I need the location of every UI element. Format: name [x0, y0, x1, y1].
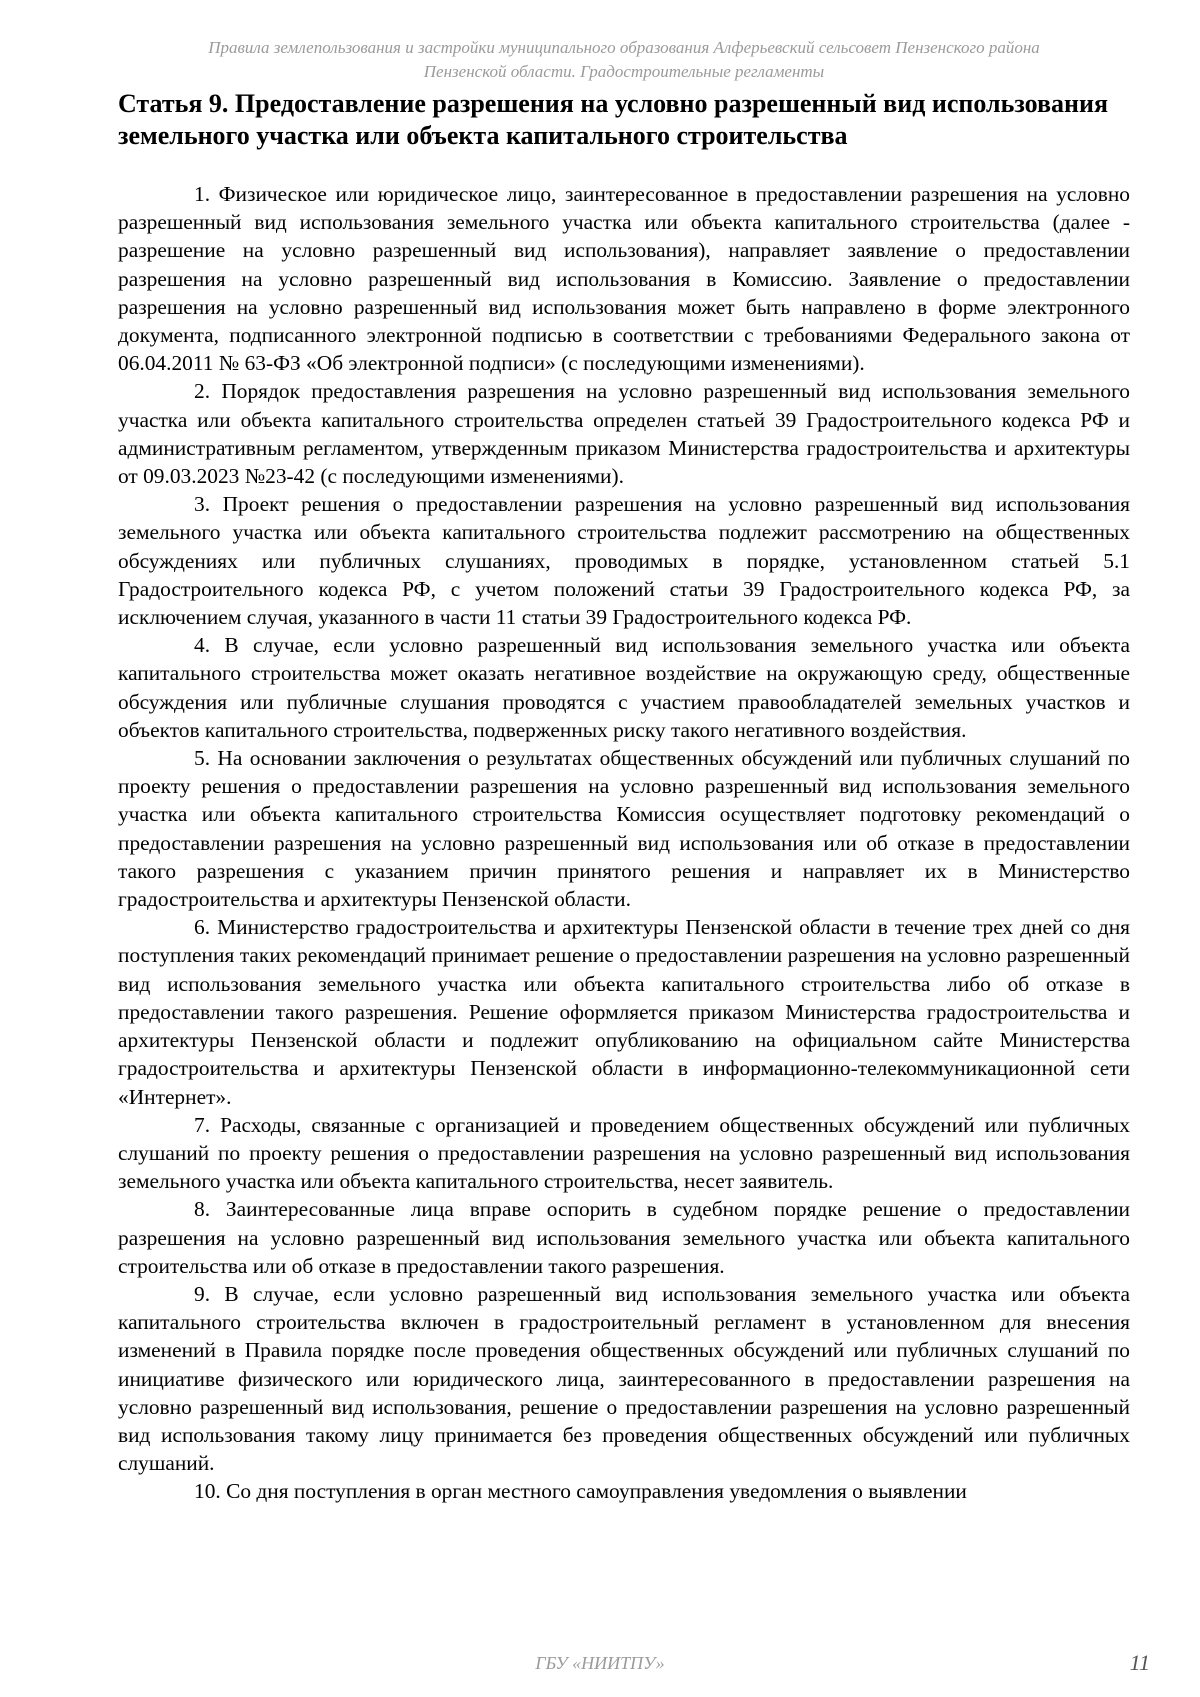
- article-body: [118, 180, 1130, 1506]
- paragraph-8: 8. Заинтересованные лица вправе оспорить в судебном порядке решение о предоставлении разрешения на условно разрешенный вид использования земельного участка или объекта капитального строительства или об отказе в предоставлении такого разрешения.: [118, 1197, 1130, 1278]
- page-number: 11: [1129, 1650, 1150, 1675]
- paragraph-10: 10. Со дня поступления в орган местного самоуправления уведомления о выявлении: [194, 1479, 967, 1504]
- paragraph-3: 3. Проект решения о предоставлении разрешения на условно разрешенный вид использования земельного участка или объекта капитального строительства подлежит рассмотрению на общественных обсуждениях или публичных слушаниях, проводимых в порядке, установленном статьей 5.1 Градостроительного кодекса РФ, с учетом положений статьи 39 Градостроительного кодекса РФ, за исключением случая, указанного в части 11 статьи 39 Градостроительного кодекса РФ.: [118, 492, 1130, 630]
- paragraph-1: 1. Физическое или юридическое лицо, заинтересованное в предоставлении разрешения на условно разрешенный вид использования земельного участка или объекта капитального строительства (далее - разрешение на условно разрешенный вид использования), направляет заявление о предоставлении разрешения на условно разрешенный вид использования в Комиссию. Заявление о предоставлении разрешения на условно разрешенный вид использования может быть направлено в форме электронного документа, подписанного электронной подписью в соответствии с требованиями Федерального закона от 06.04.2011 № 63-ФЗ «Об электронной подписи» (с последующими изменениями).: [118, 182, 1130, 376]
- running-header-line-2: Пензенской области. Градостроительные регламенты: [423, 62, 825, 81]
- running-header: [118, 36, 1130, 84]
- paragraph-6: 6. Министерство градостроительства и архитектуры Пензенской области в течение трех дней со дня поступления таких рекомендаций принимает решение о предоставлении разрешения на условно разрешенный вид использования земельного участка или объекта капитального строительства либо об отказе в предоставлении такого разрешения. Решение оформляется приказом Министерства градостроительства и архитектуры Пензенской области и подлежит опубликованию на официальном сайте Министерства градостроительства и архитектуры Пензенской области в информационно-телекоммуникационной сети «Интернет».: [118, 915, 1130, 1109]
- running-header-line-1: Правила землепользования и застройки муниципального образования Алферьевский сельсовет Пензенского района: [208, 38, 1040, 57]
- article-title: Статья 9. Предоставление разрешения на условно разрешенный вид использования земельного участка или объекта капитального строительства: [118, 89, 1109, 150]
- footer-organization: ГБУ «НИИТПУ»: [535, 1653, 665, 1673]
- paragraph-2: 2. Порядок предоставления разрешения на условно разрешенный вид использования земельного участка или объекта капитального строительства определен статьей 39 Градостроительного кодекса РФ и административным регламентом, утвержденным приказом Министерства градостроительства и архитектуры от 09.03.2023 №23-42 (с последующими изменениями).: [118, 379, 1130, 489]
- paragraph-4: 4. В случае, если условно разрешенный вид использования земельного участка или объекта капитального строительства может оказать негативное воздействие на окружающую среду, общественные обсуждения или публичные слушания проводятся с участием правообладателей земельных участков и объектов капитального строительства, подверженных риску такого негативного воздействия.: [118, 633, 1130, 742]
- paragraph-9: 9. В случае, если условно разрешенный вид использования земельного участка или объекта капитального строительства включен в градостроительный регламент в установленном для внесения изменений в Правила порядке после проведения общественных обсуждений или публичных слушаний по инициативе физического или юридического лица, заинтересованного в предоставлении разрешения на условно разрешенный вид использования, решение о предоставлении разрешения на условно разрешенный вид использования такому лицу принимается без проведения общественных обсуждений или публичных слушаний.: [118, 1281, 1130, 1476]
- paragraph-5: 5. На основании заключения о результатах общественных обсуждений или публичных слушаний по проекту решения о предоставлении разрешения на условно разрешенный вид использования земельного участка или объекта капитального строительства Комиссия осуществляет подготовку рекомендаций о предоставлении разрешения на условно разрешенный вид использования или об отказе в предоставлении такого разрешения с указанием причин принятого решения и направляет их в Министерство градостроительства и архитектуры Пензенской области.: [118, 746, 1130, 912]
- paragraph-7: 7. Расходы, связанные с организацией и проведением общественных обсуждений или публичных слушаний по проекту решения о предоставлении разрешения на условно разрешенный вид использования земельного участка или объекта капитального строительства, несет заявитель.: [118, 1112, 1130, 1194]
